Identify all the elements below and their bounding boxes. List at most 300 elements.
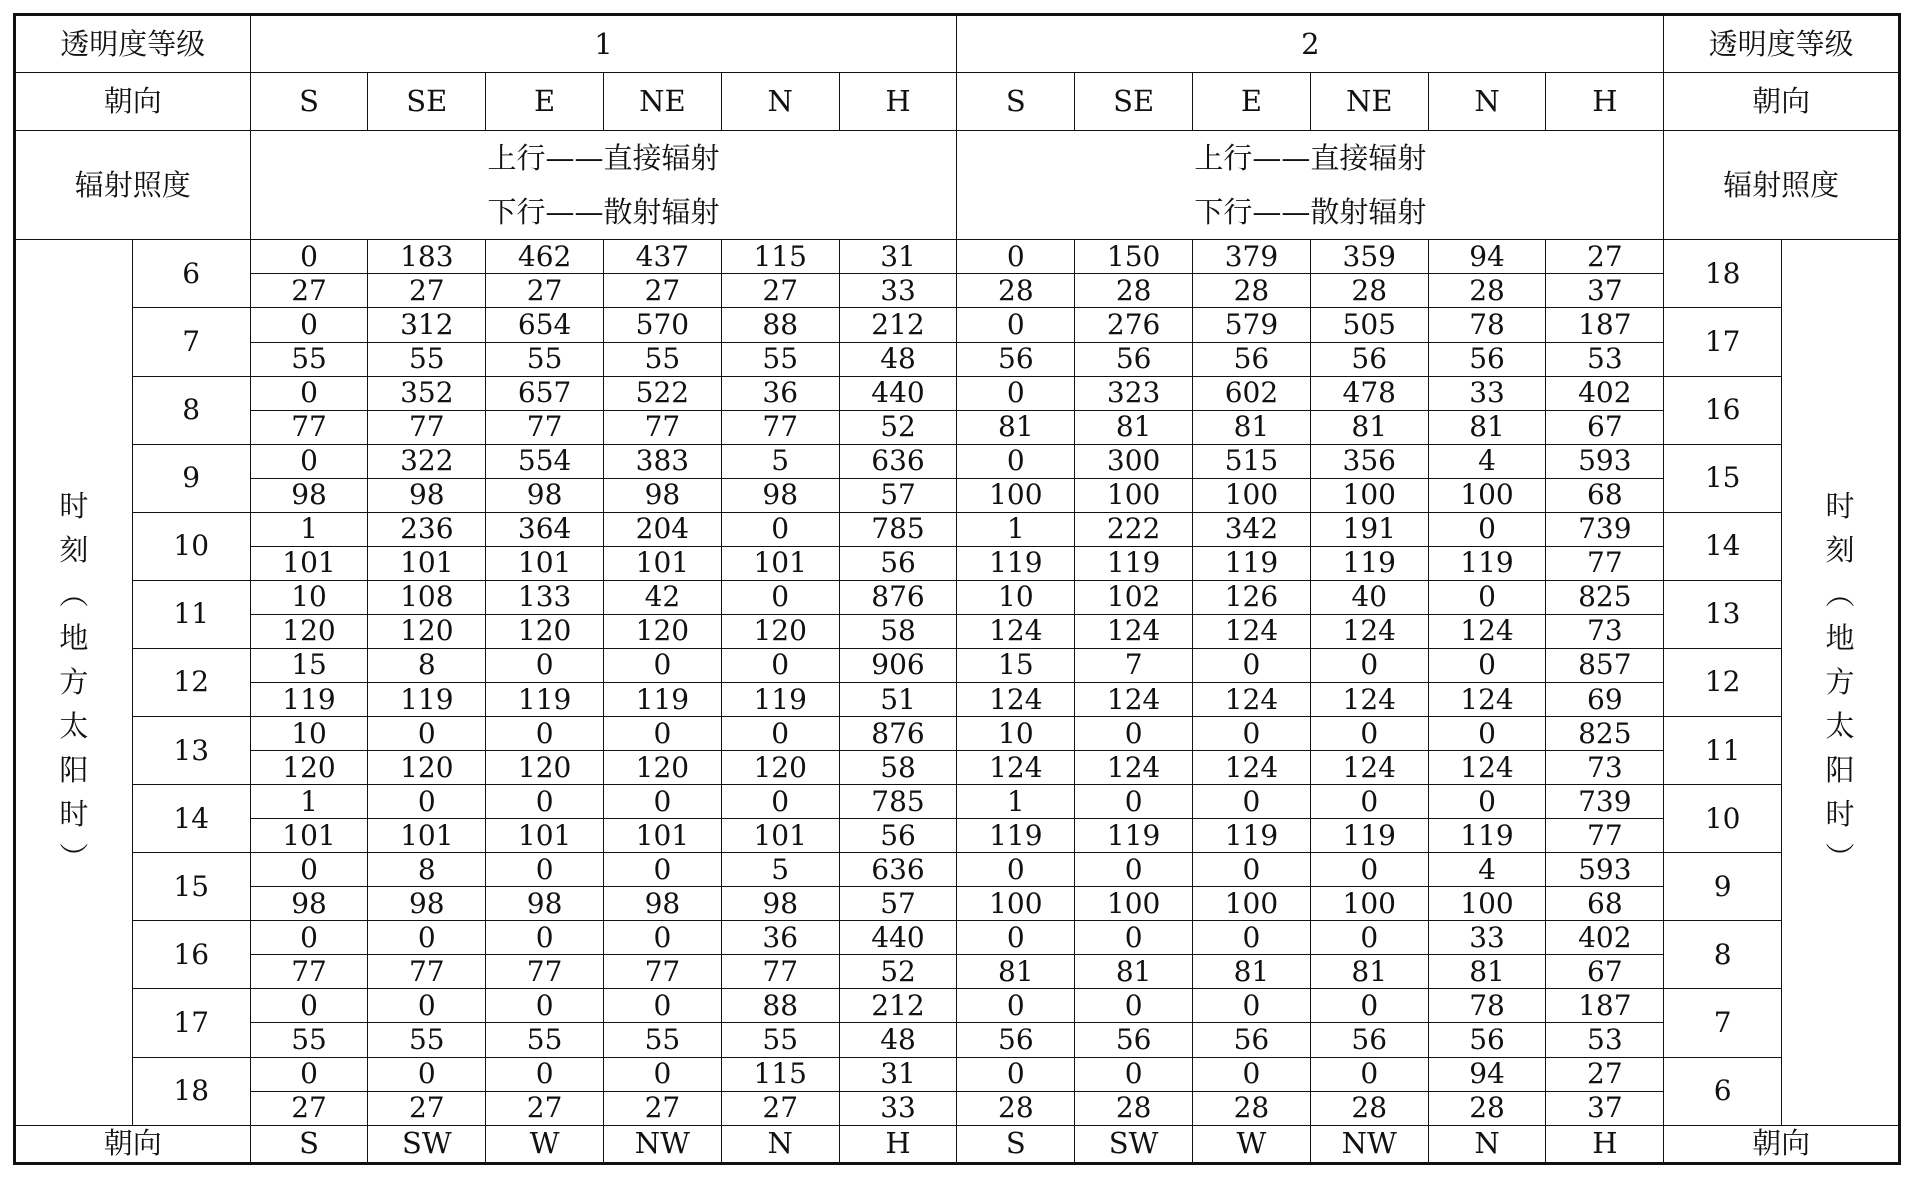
- direct-value-cell: 0: [486, 921, 604, 955]
- diffuse-value-cell: 98: [368, 887, 486, 921]
- direct-value-cell: 0: [486, 717, 604, 751]
- direct-value-cell: 33: [1428, 376, 1546, 410]
- direct-value-cell: 0: [486, 648, 604, 682]
- diffuse-value-cell: 27: [604, 1091, 722, 1125]
- diffuse-value-cell: 98: [604, 478, 722, 512]
- direct-value-cell: 115: [721, 1057, 839, 1091]
- time-label-right: [1782, 240, 1900, 1125]
- diffuse-value-cell: 77: [721, 410, 839, 444]
- diffuse-radiation-row: [15, 955, 1900, 989]
- orientation-footer: N: [1428, 1125, 1546, 1163]
- vertical-char: 时: [59, 489, 89, 524]
- direct-value-cell: 0: [368, 989, 486, 1023]
- diffuse-value-cell: 55: [368, 342, 486, 376]
- diffuse-value-cell: 28: [1193, 274, 1311, 308]
- diffuse-value-cell: 81: [1310, 410, 1428, 444]
- direct-value-cell: 102: [1075, 580, 1193, 614]
- hour-cell-left: 12: [132, 648, 250, 716]
- direct-value-cell: 0: [1075, 989, 1193, 1023]
- orientation-footer: H: [839, 1125, 957, 1163]
- diffuse-value-cell: 101: [604, 819, 722, 853]
- diffuse-value-cell: 119: [1075, 819, 1193, 853]
- diffuse-value-cell: 120: [250, 614, 368, 648]
- direct-value-cell: 276: [1075, 308, 1193, 342]
- direct-value-cell: 42: [604, 580, 722, 614]
- diffuse-value-cell: 100: [957, 478, 1075, 512]
- direct-value-cell: 212: [839, 989, 957, 1023]
- direct-value-cell: 0: [957, 444, 1075, 478]
- diffuse-value-cell: 100: [1310, 887, 1428, 921]
- direct-value-cell: 0: [604, 648, 722, 682]
- orientation-header: H: [1546, 73, 1664, 131]
- diffuse-value-cell: 52: [839, 410, 957, 444]
- diffuse-radiation-note: 下行——散射辐射: [1194, 195, 1427, 230]
- hour-cell-right: 12: [1664, 648, 1782, 716]
- direct-radiation-row: [15, 989, 1900, 1023]
- diffuse-radiation-row: [15, 1023, 1900, 1057]
- direct-value-cell: 1: [250, 785, 368, 819]
- diffuse-value-cell: 68: [1546, 887, 1664, 921]
- direct-value-cell: 1: [957, 512, 1075, 546]
- diffuse-value-cell: 120: [368, 751, 486, 785]
- direct-value-cell: 515: [1193, 444, 1311, 478]
- diffuse-value-cell: 124: [957, 614, 1075, 648]
- direct-value-cell: 15: [250, 648, 368, 682]
- direct-value-cell: 323: [1075, 376, 1193, 410]
- vertical-char: ︶: [59, 841, 89, 876]
- diffuse-value-cell: 57: [839, 478, 957, 512]
- table-body: [15, 15, 1900, 1164]
- direct-value-cell: 133: [486, 580, 604, 614]
- hour-cell-right: 10: [1664, 785, 1782, 853]
- direct-radiation-row: [15, 717, 1900, 751]
- radiation-description: [957, 131, 1664, 240]
- diffuse-value-cell: 28: [957, 1091, 1075, 1125]
- direct-value-cell: 222: [1075, 512, 1193, 546]
- direct-value-cell: 0: [1193, 785, 1311, 819]
- direct-value-cell: 0: [1310, 921, 1428, 955]
- direct-value-cell: 440: [839, 921, 957, 955]
- diffuse-value-cell: 81: [1310, 955, 1428, 989]
- diffuse-value-cell: 52: [839, 955, 957, 989]
- orientation-label-right-bottom: 朝向: [1664, 1125, 1900, 1163]
- direct-value-cell: 0: [250, 921, 368, 955]
- direct-value-cell: 857: [1546, 648, 1664, 682]
- direct-value-cell: 94: [1428, 240, 1546, 274]
- vertical-char: 方: [1825, 665, 1855, 700]
- direct-value-cell: 0: [1428, 648, 1546, 682]
- orientation-label-left: 朝向: [15, 73, 251, 131]
- diffuse-value-cell: 48: [839, 1023, 957, 1057]
- diffuse-value-cell: 56: [1310, 342, 1428, 376]
- direct-value-cell: 4: [1428, 853, 1546, 887]
- diffuse-value-cell: 100: [1428, 478, 1546, 512]
- vertical-char: 阳: [59, 753, 89, 788]
- diffuse-value-cell: 28: [957, 274, 1075, 308]
- diffuse-radiation-row: [15, 1091, 1900, 1125]
- diffuse-value-cell: 101: [721, 819, 839, 853]
- direct-value-cell: 0: [250, 308, 368, 342]
- direct-value-cell: 0: [957, 308, 1075, 342]
- direct-value-cell: 636: [839, 853, 957, 887]
- radiation-description: [250, 131, 957, 240]
- direct-value-cell: 0: [1193, 717, 1311, 751]
- diffuse-value-cell: 51: [839, 682, 957, 716]
- diffuse-radiation-row: [15, 682, 1900, 716]
- diffuse-value-cell: 101: [721, 546, 839, 580]
- diffuse-value-cell: 81: [1075, 955, 1193, 989]
- direct-value-cell: 352: [368, 376, 486, 410]
- diffuse-value-cell: 58: [839, 614, 957, 648]
- direct-value-cell: 0: [486, 989, 604, 1023]
- hour-cell-right: 6: [1664, 1057, 1782, 1125]
- diffuse-value-cell: 28: [1193, 1091, 1311, 1125]
- direct-value-cell: 0: [721, 580, 839, 614]
- diffuse-value-cell: 77: [250, 955, 368, 989]
- orientation-header: S: [957, 73, 1075, 131]
- diffuse-value-cell: 124: [1193, 614, 1311, 648]
- direct-value-cell: 108: [368, 580, 486, 614]
- direct-radiation-note: 上行——直接辐射: [487, 141, 720, 176]
- direct-value-cell: 33: [1428, 921, 1546, 955]
- diffuse-value-cell: 119: [1193, 819, 1311, 853]
- direct-value-cell: 0: [368, 1057, 486, 1091]
- direct-value-cell: 94: [1428, 1057, 1546, 1091]
- hour-cell-left: 10: [132, 512, 250, 580]
- diffuse-value-cell: 124: [1428, 614, 1546, 648]
- direct-value-cell: 379: [1193, 240, 1311, 274]
- direct-radiation-row: [15, 240, 1900, 274]
- direct-value-cell: 0: [1310, 648, 1428, 682]
- direct-value-cell: 0: [721, 648, 839, 682]
- diffuse-radiation-row: [15, 751, 1900, 785]
- diffuse-value-cell: 58: [839, 751, 957, 785]
- direct-value-cell: 0: [1428, 580, 1546, 614]
- diffuse-value-cell: 100: [1310, 478, 1428, 512]
- diffuse-value-cell: 100: [1193, 478, 1311, 512]
- direct-value-cell: 906: [839, 648, 957, 682]
- irradiance-row: [15, 131, 1900, 240]
- direct-value-cell: 212: [839, 308, 957, 342]
- hour-cell-right: 16: [1664, 376, 1782, 444]
- diffuse-value-cell: 27: [486, 1091, 604, 1125]
- hour-cell-left: 17: [132, 989, 250, 1057]
- diffuse-value-cell: 81: [1075, 410, 1193, 444]
- hour-cell-left: 7: [132, 308, 250, 376]
- direct-value-cell: 825: [1546, 717, 1664, 751]
- hour-cell-left: 14: [132, 785, 250, 853]
- diffuse-value-cell: 56: [1193, 342, 1311, 376]
- direct-value-cell: 0: [368, 785, 486, 819]
- vertical-char: 地: [59, 621, 89, 656]
- hour-cell-left: 15: [132, 853, 250, 921]
- diffuse-radiation-row: [15, 546, 1900, 580]
- direct-value-cell: 187: [1546, 308, 1664, 342]
- diffuse-value-cell: 124: [1310, 614, 1428, 648]
- direct-value-cell: 364: [486, 512, 604, 546]
- orientation-footer: NW: [1310, 1125, 1428, 1163]
- orientation-header: E: [486, 73, 604, 131]
- diffuse-value-cell: 69: [1546, 682, 1664, 716]
- direct-value-cell: 10: [957, 717, 1075, 751]
- diffuse-value-cell: 81: [1428, 955, 1546, 989]
- diffuse-value-cell: 77: [604, 410, 722, 444]
- direct-value-cell: 0: [1075, 1057, 1193, 1091]
- direct-value-cell: 0: [1193, 853, 1311, 887]
- diffuse-value-cell: 67: [1546, 410, 1664, 444]
- radiation-table: [13, 13, 1901, 1165]
- diffuse-value-cell: 48: [839, 342, 957, 376]
- diffuse-value-cell: 28: [1428, 274, 1546, 308]
- direct-value-cell: 437: [604, 240, 722, 274]
- diffuse-value-cell: 77: [368, 410, 486, 444]
- orientation-label-left-bottom: 朝向: [15, 1125, 251, 1163]
- orientation-header: NE: [604, 73, 722, 131]
- diffuse-value-cell: 55: [250, 342, 368, 376]
- diffuse-value-cell: 28: [1075, 274, 1193, 308]
- direct-value-cell: 0: [957, 240, 1075, 274]
- grade-label-right: 透明度等级: [1664, 15, 1900, 73]
- grade-2-header: 2: [957, 15, 1664, 73]
- direct-value-cell: 654: [486, 308, 604, 342]
- direct-value-cell: 0: [604, 717, 722, 751]
- diffuse-value-cell: 55: [486, 342, 604, 376]
- diffuse-value-cell: 28: [1310, 274, 1428, 308]
- hour-cell-right: 14: [1664, 512, 1782, 580]
- diffuse-value-cell: 120: [250, 751, 368, 785]
- diffuse-value-cell: 119: [1075, 546, 1193, 580]
- direct-value-cell: 191: [1310, 512, 1428, 546]
- direct-value-cell: 0: [250, 240, 368, 274]
- diffuse-value-cell: 56: [1075, 342, 1193, 376]
- irradiance-label-left: 辐射照度: [15, 131, 251, 240]
- direct-value-cell: 0: [1310, 853, 1428, 887]
- direct-radiation-row: [15, 512, 1900, 546]
- orientation-footer: W: [486, 1125, 604, 1163]
- diffuse-value-cell: 101: [250, 546, 368, 580]
- diffuse-value-cell: 98: [368, 478, 486, 512]
- diffuse-value-cell: 100: [957, 887, 1075, 921]
- direct-value-cell: 0: [1310, 785, 1428, 819]
- diffuse-value-cell: 81: [957, 955, 1075, 989]
- direct-value-cell: 383: [604, 444, 722, 478]
- direct-value-cell: 10: [957, 580, 1075, 614]
- direct-value-cell: 0: [250, 853, 368, 887]
- diffuse-value-cell: 124: [1075, 614, 1193, 648]
- direct-value-cell: 1: [250, 512, 368, 546]
- direct-value-cell: 0: [957, 989, 1075, 1023]
- vertical-char: 太: [59, 709, 89, 744]
- direct-value-cell: 0: [604, 921, 722, 955]
- diffuse-value-cell: 100: [1193, 887, 1311, 921]
- direct-radiation-row: [15, 785, 1900, 819]
- diffuse-value-cell: 27: [721, 274, 839, 308]
- direct-value-cell: 10: [250, 580, 368, 614]
- diffuse-value-cell: 73: [1546, 614, 1664, 648]
- diffuse-value-cell: 56: [1428, 342, 1546, 376]
- time-label-left-text: [57, 484, 91, 880]
- diffuse-radiation-row: [15, 887, 1900, 921]
- diffuse-value-cell: 81: [1193, 955, 1311, 989]
- direct-value-cell: 4: [1428, 444, 1546, 478]
- direct-value-cell: 570: [604, 308, 722, 342]
- direct-value-cell: 0: [250, 989, 368, 1023]
- direct-value-cell: 0: [1428, 717, 1546, 751]
- diffuse-value-cell: 27: [604, 274, 722, 308]
- direct-value-cell: 0: [1310, 1057, 1428, 1091]
- diffuse-value-cell: 119: [250, 682, 368, 716]
- direct-value-cell: 0: [957, 921, 1075, 955]
- diffuse-value-cell: 119: [1310, 546, 1428, 580]
- diffuse-value-cell: 119: [1428, 819, 1546, 853]
- diffuse-value-cell: 37: [1546, 1091, 1664, 1125]
- diffuse-value-cell: 119: [1428, 546, 1546, 580]
- hour-cell-right: 11: [1664, 717, 1782, 785]
- direct-value-cell: 0: [721, 785, 839, 819]
- direct-value-cell: 505: [1310, 308, 1428, 342]
- hour-cell-left: 16: [132, 921, 250, 989]
- hour-cell-right: 7: [1664, 989, 1782, 1057]
- direct-value-cell: 88: [721, 989, 839, 1023]
- diffuse-value-cell: 55: [250, 1023, 368, 1057]
- diffuse-value-cell: 119: [957, 819, 1075, 853]
- direct-value-cell: 7: [1075, 648, 1193, 682]
- direct-value-cell: 0: [957, 376, 1075, 410]
- direct-value-cell: 78: [1428, 308, 1546, 342]
- direct-value-cell: 876: [839, 580, 957, 614]
- hour-cell-right: 8: [1664, 921, 1782, 989]
- orientation-footer: SW: [368, 1125, 486, 1163]
- diffuse-value-cell: 77: [368, 955, 486, 989]
- vertical-char: ︵: [59, 577, 89, 612]
- direct-value-cell: 657: [486, 376, 604, 410]
- diffuse-value-cell: 77: [486, 955, 604, 989]
- direct-value-cell: 593: [1546, 853, 1664, 887]
- hour-cell-left: 8: [132, 376, 250, 444]
- grade-1-header: 1: [250, 15, 957, 73]
- diffuse-radiation-row: [15, 342, 1900, 376]
- vertical-char: 地: [1825, 621, 1855, 656]
- orientation-row-bottom: [15, 1125, 1900, 1163]
- diffuse-value-cell: 124: [957, 751, 1075, 785]
- orientation-header: SE: [368, 73, 486, 131]
- orientation-footer: H: [1546, 1125, 1664, 1163]
- direct-value-cell: 440: [839, 376, 957, 410]
- diffuse-radiation-row: [15, 410, 1900, 444]
- diffuse-value-cell: 57: [839, 887, 957, 921]
- direct-value-cell: 593: [1546, 444, 1664, 478]
- direct-value-cell: 322: [368, 444, 486, 478]
- diffuse-value-cell: 98: [721, 887, 839, 921]
- orientation-label-right: 朝向: [1664, 73, 1900, 131]
- diffuse-value-cell: 55: [721, 1023, 839, 1057]
- direct-value-cell: 0: [486, 853, 604, 887]
- orientation-footer: S: [250, 1125, 368, 1163]
- diffuse-value-cell: 101: [368, 546, 486, 580]
- direct-value-cell: 785: [839, 785, 957, 819]
- direct-value-cell: 359: [1310, 240, 1428, 274]
- diffuse-value-cell: 101: [250, 819, 368, 853]
- vertical-char: 刻: [1825, 533, 1855, 568]
- diffuse-value-cell: 98: [721, 478, 839, 512]
- direct-radiation-row: [15, 648, 1900, 682]
- diffuse-value-cell: 124: [1428, 682, 1546, 716]
- diffuse-value-cell: 68: [1546, 478, 1664, 512]
- direct-value-cell: 342: [1193, 512, 1311, 546]
- diffuse-value-cell: 81: [1193, 410, 1311, 444]
- direct-value-cell: 0: [957, 1057, 1075, 1091]
- direct-radiation-row: [15, 853, 1900, 887]
- diffuse-value-cell: 101: [486, 819, 604, 853]
- direct-radiation-row: [15, 376, 1900, 410]
- direct-value-cell: 0: [1193, 1057, 1311, 1091]
- time-label-left: [15, 240, 133, 1125]
- direct-value-cell: 236: [368, 512, 486, 546]
- direct-radiation-row: [15, 1057, 1900, 1091]
- diffuse-value-cell: 119: [1310, 819, 1428, 853]
- diffuse-value-cell: 28: [1310, 1091, 1428, 1125]
- diffuse-value-cell: 119: [486, 682, 604, 716]
- diffuse-value-cell: 53: [1546, 342, 1664, 376]
- diffuse-radiation-row: [15, 819, 1900, 853]
- hour-cell-right: 15: [1664, 444, 1782, 512]
- direct-value-cell: 88: [721, 308, 839, 342]
- diffuse-value-cell: 77: [604, 955, 722, 989]
- direct-radiation-row: [15, 308, 1900, 342]
- diffuse-value-cell: 119: [957, 546, 1075, 580]
- diffuse-value-cell: 120: [486, 614, 604, 648]
- direct-value-cell: 636: [839, 444, 957, 478]
- diffuse-value-cell: 98: [486, 478, 604, 512]
- diffuse-radiation-note: 下行——散射辐射: [487, 195, 720, 230]
- direct-value-cell: 0: [957, 853, 1075, 887]
- diffuse-value-cell: 27: [721, 1091, 839, 1125]
- direct-value-cell: 579: [1193, 308, 1311, 342]
- direct-value-cell: 115: [721, 240, 839, 274]
- direct-radiation-row: [15, 444, 1900, 478]
- direct-value-cell: 0: [1428, 785, 1546, 819]
- hour-cell-left: 9: [132, 444, 250, 512]
- direct-value-cell: 0: [486, 785, 604, 819]
- diffuse-value-cell: 100: [1075, 478, 1193, 512]
- diffuse-value-cell: 101: [368, 819, 486, 853]
- direct-value-cell: 0: [250, 444, 368, 478]
- diffuse-value-cell: 53: [1546, 1023, 1664, 1057]
- diffuse-value-cell: 100: [1428, 887, 1546, 921]
- direct-value-cell: 0: [368, 717, 486, 751]
- hour-cell-left: 13: [132, 717, 250, 785]
- direct-value-cell: 0: [1075, 853, 1193, 887]
- direct-value-cell: 0: [1428, 512, 1546, 546]
- direct-radiation-row: [15, 921, 1900, 955]
- diffuse-radiation-row: [15, 614, 1900, 648]
- vertical-char: 时: [1825, 797, 1855, 832]
- direct-value-cell: 0: [486, 1057, 604, 1091]
- direct-radiation-row: [15, 580, 1900, 614]
- diffuse-value-cell: 77: [721, 955, 839, 989]
- diffuse-value-cell: 120: [486, 751, 604, 785]
- orientation-footer: NW: [604, 1125, 722, 1163]
- vertical-char: 刻: [59, 533, 89, 568]
- diffuse-value-cell: 119: [368, 682, 486, 716]
- hour-cell-left: 18: [132, 1057, 250, 1125]
- direct-value-cell: 36: [721, 376, 839, 410]
- diffuse-value-cell: 124: [1193, 682, 1311, 716]
- direct-value-cell: 0: [604, 853, 722, 887]
- grade-label-left: 透明度等级: [15, 15, 251, 73]
- orientation-footer: S: [957, 1125, 1075, 1163]
- direct-value-cell: 356: [1310, 444, 1428, 478]
